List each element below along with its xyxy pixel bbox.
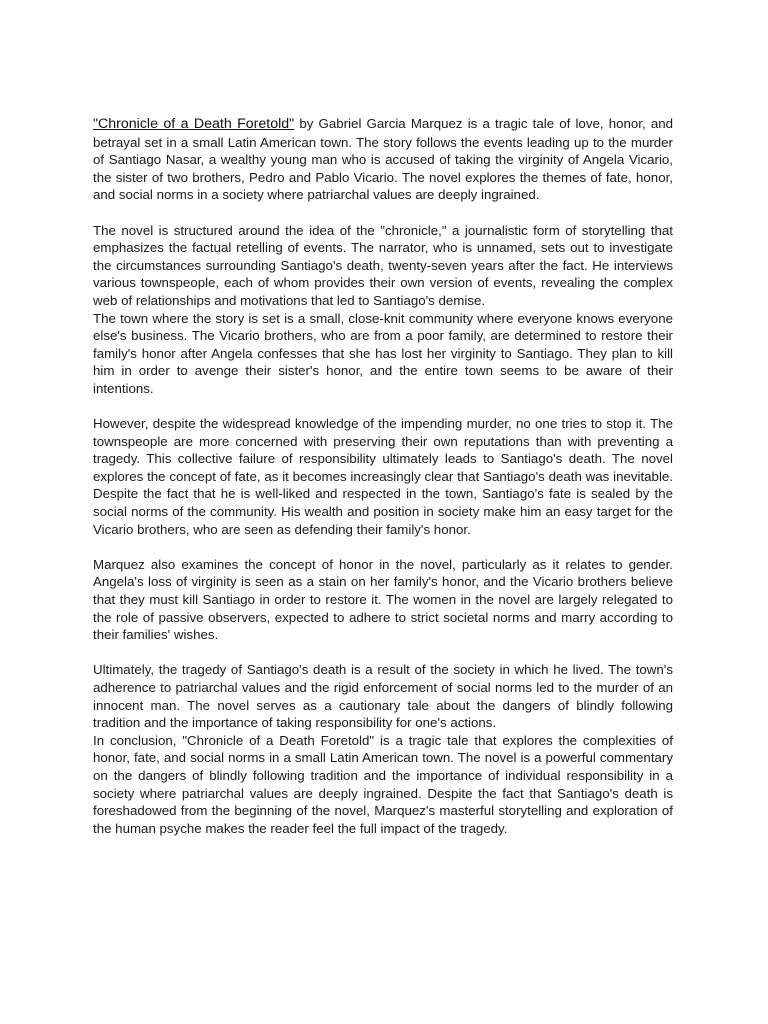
paragraph-spacer	[93, 398, 673, 416]
paragraph-conclusion: In conclusion, "Chronicle of a Death Foretold" is a tragic tale that explores the complexities of honor, fate, and social norms in a small Latin American town. The novel is a powerful commentary on the dangers of blindly following tradition and the importance of individual responsibility in a society where patriarchal values are deeply ingrained. Despite the fact that Santiago's death is foreshadowed from the beginning of the novel, Marquez's masterful storytelling and exploration of the human psyche makes the reader feel the full impact of the tragedy.	[93, 732, 673, 836]
paragraph-structure: The novel is structured around the idea of the "chronicle," a journalistic form of storytelling that emphasizes the factual retelling of events. The narrator, who is unnamed, sets out to investigate the circumstances surrounding Santiago's death, twenty-seven years after the fact. He interviews various townspeople, each of whom provides their own version of events, revealing the complex web of relationships and motivations that led to Santiago's demise.	[93, 222, 673, 308]
paragraph-spacer	[93, 644, 673, 662]
paragraph-society: Ultimately, the tragedy of Santiago's death is a result of the society in which he lived. The town's adherence to patriarchal values and the rigid enforcement of social norms led to the murder of an innocent man. The novel serves as a cautionary tale about the dangers of blindly following tradition and the importance of taking responsibility for one's actions.	[93, 662, 673, 731]
paragraph-honor: Marquez also examines the concept of honor in the novel, particularly as it relates to gender. Angela's loss of virginity is seen as a stain on her family's honor, and the Vicario brothers believe that they must kill Santiago in order to restore it. The women in the novel are largely relegated to the role of passive observers, expected to adhere to strict societal norms and marry according to their families' wishes.	[93, 556, 673, 643]
document-body	[93, 115, 673, 837]
paragraph-intro-text: by Gabriel Garcia Marquez is a tragic tale of love, honor, and betrayal set in a small Latin American town. The story follows the events leading up to the murder of Santiago Nasar, a wealthy young man who is accused of taking the virginity of Angela Vicario, the sister of two brothers, Pedro and Pablo Vicario. The novel explores the themes of fate, honor, and social norms in a society where patriarchal values are deeply ingrained.	[93, 116, 674, 203]
book-title: "Chronicle of a Death Foretold"	[93, 116, 295, 132]
paragraph-town: The town where the story is set is a small, close-knit community where everyone knows everyone else's business. The Vicario brothers, who are from a poor family, are determined to restore their family's honor after Angela confesses that she has lost her virginity to Santiago. They plan to kill him in order to avenge their sister's honor, and the entire town seems to be aware of their intentions.	[93, 310, 673, 396]
paragraph-spacer	[93, 538, 673, 556]
paragraph-spacer	[93, 204, 673, 222]
paragraph-intro	[93, 115, 673, 204]
paragraph-fate: However, despite the widespread knowledge of the impending murder, no one tries to stop it. The townspeople are more concerned with preserving their own reputations than with preventing a tragedy. This collective failure of responsibility ultimately leads to Santiago's death. The novel explores the concept of fate, as it becomes increasingly clear that Santiago's death was inevitable. Despite the fact that he is well-liked and respected in the town, Santiago's fate is sealed by the social norms of the community. His wealth and position in society make him an easy target for the Vicario brothers, who are seen as defending their family's honor.	[93, 416, 673, 537]
